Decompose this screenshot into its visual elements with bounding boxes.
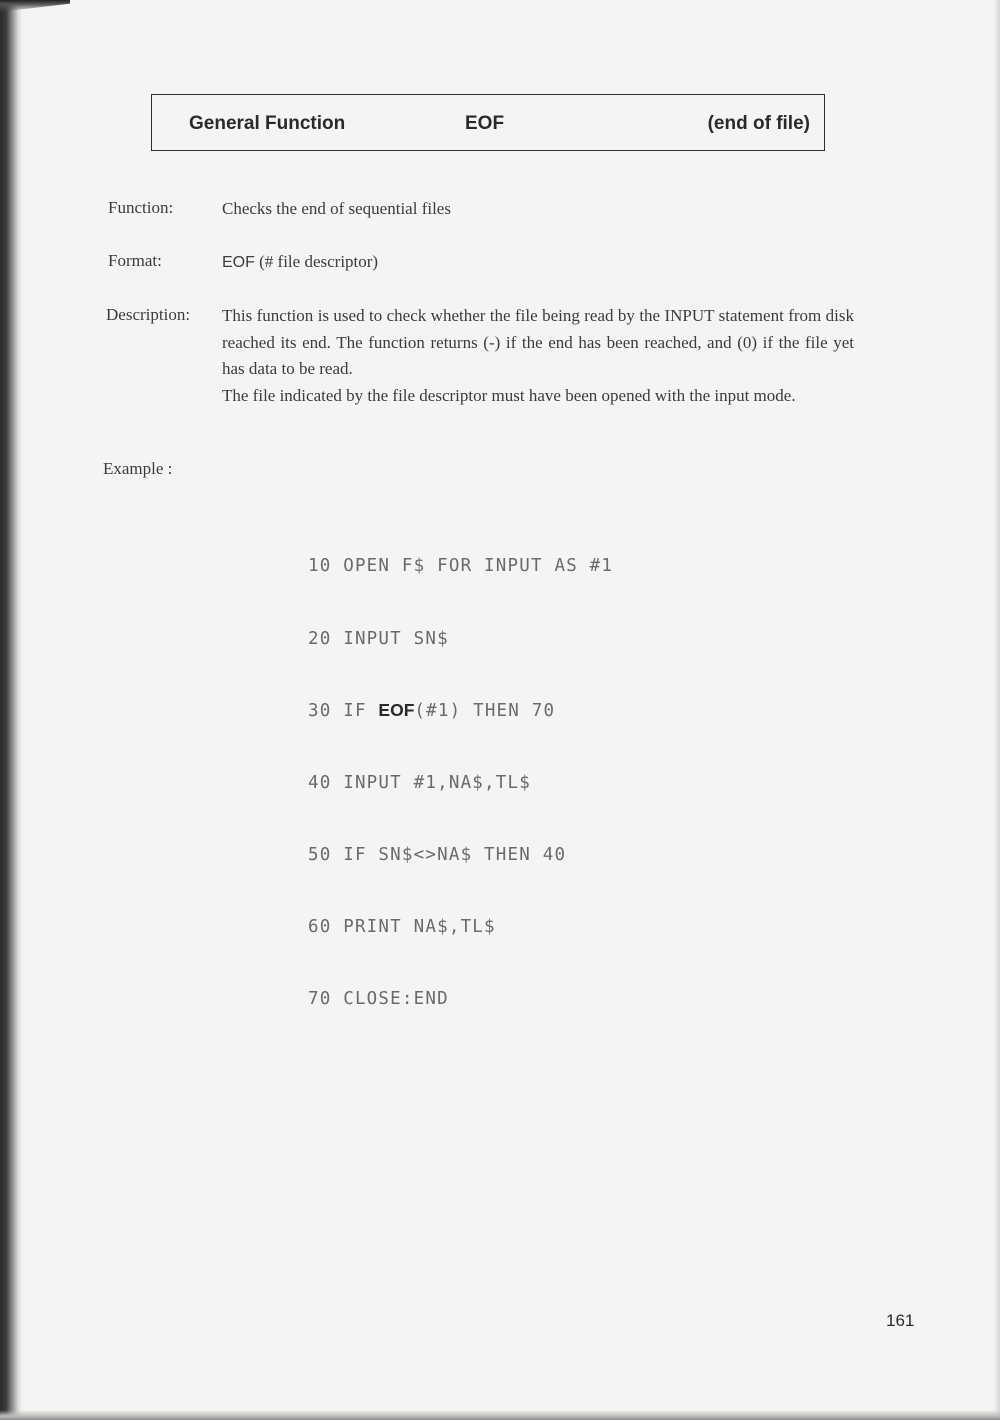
header-keyword: EOF [465, 113, 505, 134]
code-line: 40 INPUT #1,NA$,TL$ [308, 772, 531, 793]
scan-shadow [0, 0, 70, 12]
description-label: Description: [106, 305, 191, 324]
format-label: Format: [108, 251, 162, 270]
book-binding-edge [0, 0, 22, 1420]
description-paragraph-1: This function is used to check whether the file being read by the INPUT statement from disk reached its end. The function returns (-) if the end has been reached, and (0) if the file yet has data to be read. [222, 306, 854, 378]
function-header-box [151, 94, 825, 151]
code-keyword-eof: EOF [378, 699, 415, 720]
format-args: (# file descriptor) [254, 252, 379, 271]
page-number: 161 [886, 1311, 915, 1330]
header-category: General Function [189, 113, 346, 134]
code-line: 10 OPEN F$ FOR INPUT AS #1 [308, 556, 614, 577]
page-edge-bottom [0, 1410, 1000, 1420]
function-text: Checks the end of sequential files [222, 199, 451, 218]
format-text [222, 252, 378, 272]
code-line: 60 PRINT NA$,TL$ [308, 916, 496, 937]
example-label: Example : [103, 459, 173, 478]
format-keyword: EOF [222, 254, 255, 271]
code-line: 70 CLOSE:END [308, 989, 449, 1010]
header-meaning: (end of file) [707, 113, 810, 134]
example-code-listing [308, 507, 613, 1035]
code-line: 20 INPUT SN$ [308, 628, 449, 649]
code-line: 30 IF EOF(#1) THEN 70 [308, 699, 556, 721]
description-text [222, 303, 854, 409]
description-paragraph-2: The file indicated by the file descriptor must have been opened with the input mode. [222, 385, 796, 405]
function-label: Function: [108, 198, 174, 217]
page-edge-right [994, 0, 1000, 1420]
code-line: 50 IF SN$<>NA$ THEN 40 [308, 844, 567, 865]
